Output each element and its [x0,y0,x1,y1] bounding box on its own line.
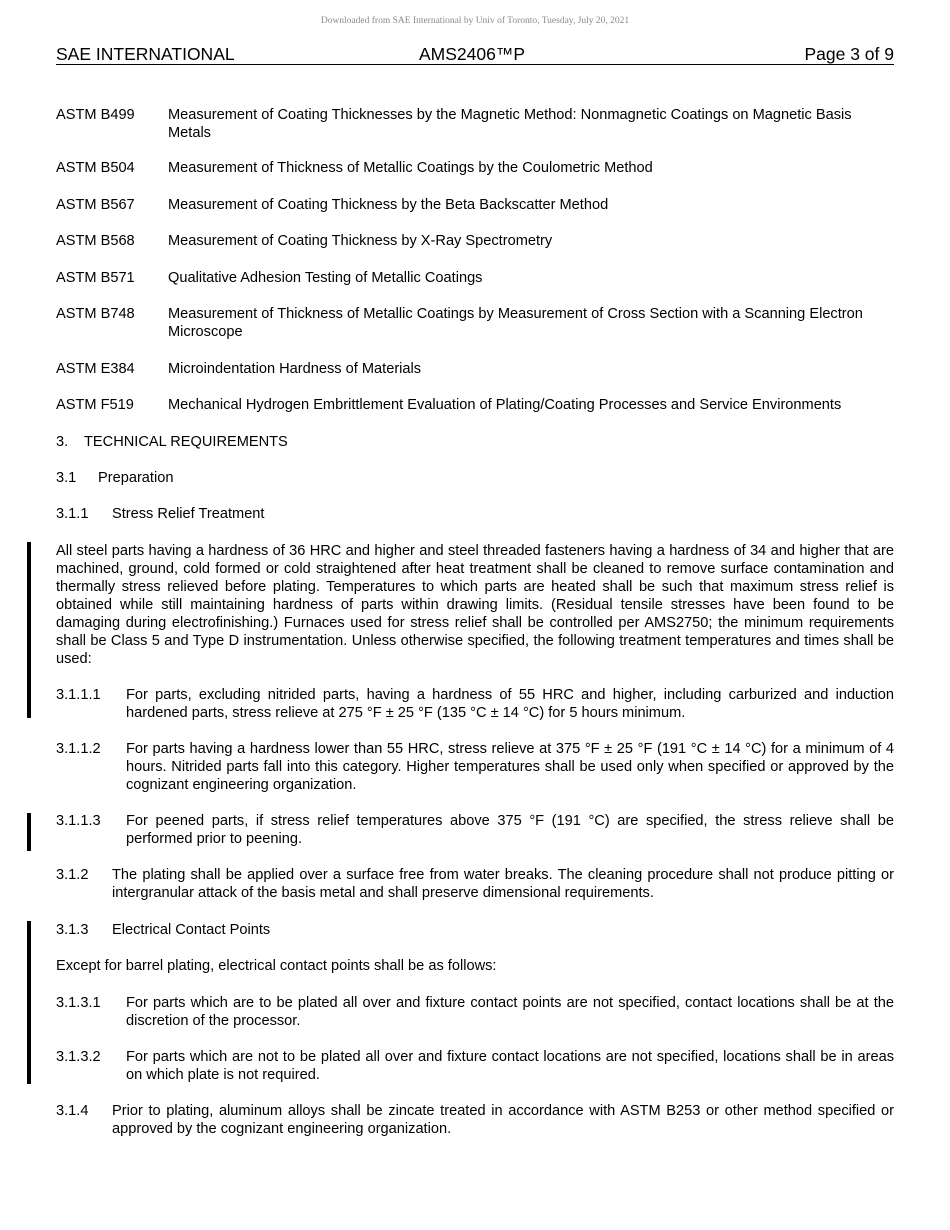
section-number: 3.1.3.1 [56,995,101,1011]
section-text: The plating shall be applied over a surface free from water breaks. The cleaning procedure shall not produce pitting or intergranular attack of the basis metal and shall preserve dimensional requirements. [112,867,894,901]
reference-code: ASTM F519 [56,397,134,413]
section-heading: TECHNICAL REQUIREMENTS [84,434,288,450]
page-header [56,44,894,65]
reference-title: Qualitative Adhesion Testing of Metallic Coatings [168,270,483,286]
reference-code: ASTM B571 [56,270,135,286]
reference-code: ASTM B748 [56,306,135,322]
section-heading: Electrical Contact Points [112,922,271,938]
section-text: For parts having a hardness lower than 55 HRC, stress relieve at 375 °F ± 25 °F (191 °C ± 14 °C) for a minimum of 4 hours. Nitrided parts fall into this category. Higher temperatures shall be used only when specified or approved by the cognizant engineering organization. [126,741,894,793]
reference-title: Microindentation Hardness of Materials [168,361,422,377]
body-paragraph: Except for barrel plating, electrical contact points shall be as follows: [56,958,497,974]
reference-code: ASTM B567 [56,197,135,213]
page-number: Page 3 of 9 [804,44,894,64]
download-watermark: Downloaded from SAE International by Univ of Toronto, Tuesday, July 20, 2021 [320,16,630,26]
body-paragraph: All steel parts having a hardness of 36 HRC and higher and steel threaded fasteners having a hardness of 34 and higher that are machined, ground, cold formed or cold straightened after heat treatment shall be cleaned to remove surface contamination and thermally stress relieved before plating. Temperatures to which parts are heated shall be such that maximum stress relief is obtained while still maintaining hardness of parts within drawing limits. (Residual tensile stresses have been found to be damaging during electrofinishing.) Furnaces used for stress relief shall be controlled per AMS2750; the minimum requirements shall be Class 5 and Type D instrumentation. Unless otherwise specified, the following treatment temperatures and times shall be used: [56,543,894,667]
section-number: 3.1.1 [56,506,89,522]
section-number: 3.1.1.3 [56,813,101,829]
revision-change-bar [27,921,31,1084]
section-number: 3.1.3.2 [56,1049,101,1065]
reference-title: Measurement of Coating Thicknesses by the Magnetic Method: Nonmagnetic Coatings on Magnetic Basis Metals [168,107,852,141]
section-number: 3.1.3 [56,922,89,938]
reference-title: Measurement of Thickness of Metallic Coatings by Measurement of Cross Section with a Scanning Electron Microscope [168,306,863,340]
section-number: 3.1 [56,470,77,486]
section-heading: Preparation [98,470,174,486]
section-number: 3. [56,434,69,450]
section-number: 3.1.4 [56,1103,89,1119]
revision-change-bar [27,542,31,718]
section-text: For parts which are not to be plated all over and fixture contact locations are not specified, locations shall be in areas on which plate is not required. [126,1049,894,1083]
section-number: 3.1.1.2 [56,741,101,757]
reference-title: Measurement of Thickness of Metallic Coatings by the Coulometric Method [168,160,653,176]
reference-code: ASTM B568 [56,233,135,249]
section-heading: Stress Relief Treatment [112,506,265,522]
reference-title: Mechanical Hydrogen Embrittlement Evaluation of Plating/Coating Processes and Service Environments [168,397,842,413]
section-text: For parts which are to be plated all over and fixture contact points are not specified, contact locations shall be at the discretion of the processor. [126,995,894,1029]
reference-code: ASTM B499 [56,107,135,123]
reference-title: Measurement of Coating Thickness by the Beta Backscatter Method [168,197,609,213]
revision-change-bar [27,813,31,851]
section-text: Prior to plating, aluminum alloys shall be zincate treated in accordance with ASTM B253 or other method specified or approved by the cognizant engineering organization. [112,1103,894,1137]
reference-title: Measurement of Coating Thickness by X-Ray Spectrometry [168,233,553,249]
reference-code: ASTM B504 [56,160,135,176]
section-number: 3.1.1.1 [56,687,101,703]
section-text: For peened parts, if stress relief temperatures above 375 °F (191 °C) are specified, the stress relieve shall be performed prior to peening. [126,813,894,847]
publisher-name: SAE INTERNATIONAL [56,44,235,64]
reference-code: ASTM E384 [56,361,135,377]
document-id: AMS2406™P [419,44,526,64]
section-text: For parts, excluding nitrided parts, having a hardness of 55 HRC and higher, including carburized and induction hardened parts, stress relieve at 275 °F ± 25 °F (135 °C ± 14 °C) for 5 hours minimum. [126,687,894,721]
section-number: 3.1.2 [56,867,89,883]
